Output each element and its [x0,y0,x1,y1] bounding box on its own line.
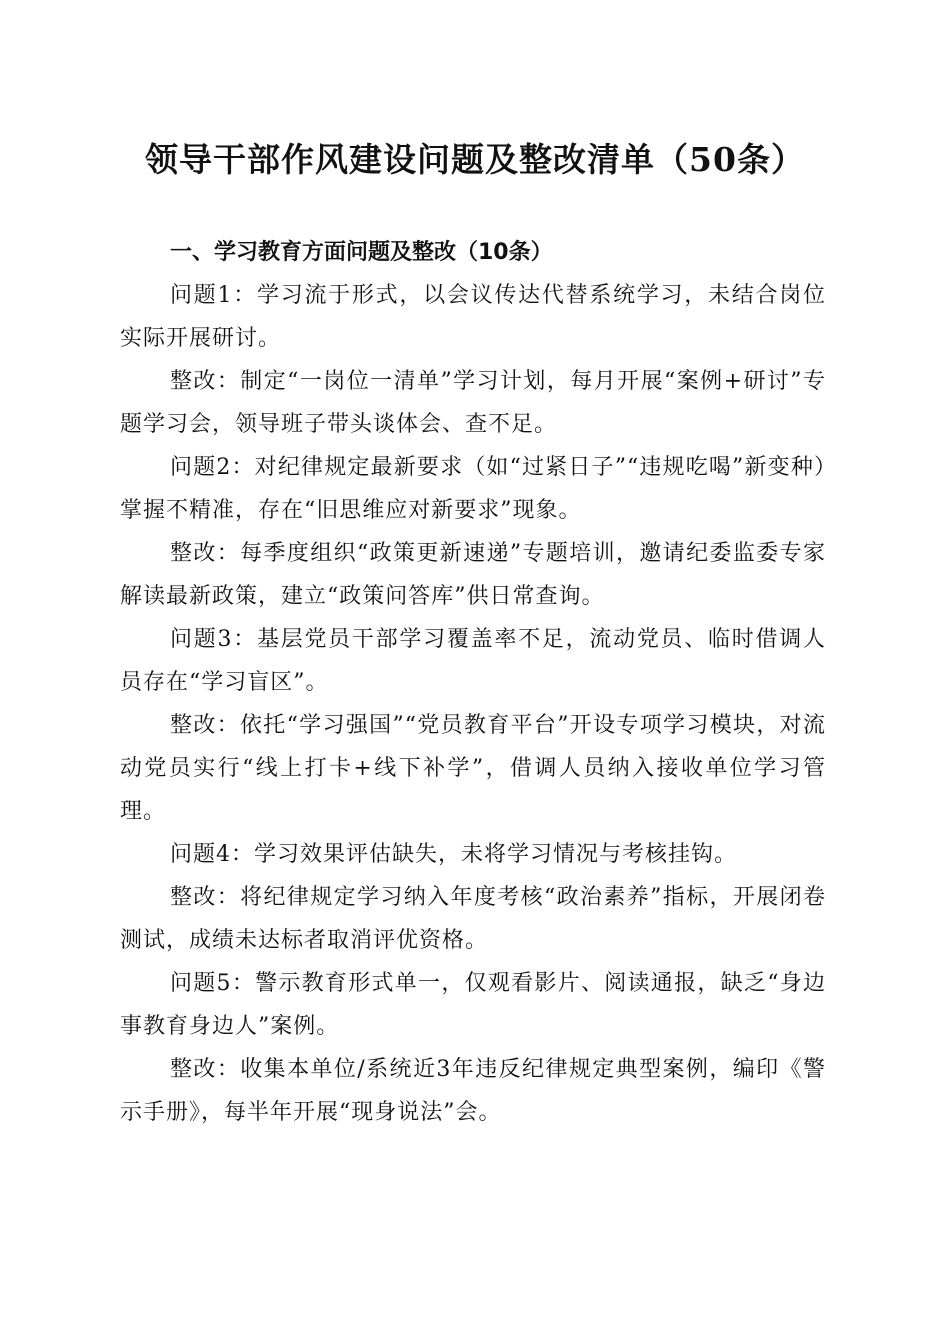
problem-4-paragraph: 问题4：学习效果评估缺失，未将学习情况与考核挂钩。 [170,842,737,867]
problem-2-paragraph: 问题2：对纪律规定最新要求（如“过紧日子”“违规吃喝”新变种）掌握不精准，存在“旧思维应对新要求”现象。 [120,455,826,523]
document-title: 领导干部作风建设问题及整改清单（50条） [145,140,805,179]
document-body [120,231,826,1134]
section-heading: 一、学习教育方面问题及整改（10条） [170,240,553,265]
rectification-4-paragraph: 整改：将纪律规定学习纳入年度考核“政治素养”指标，开展闭卷测试，成绩未达标者取消评优资格。 [120,885,826,953]
rectification-3-paragraph: 整改：依托“学习强国”“党员教育平台”开设专项学习模块，对流动党员实行“线上打卡+线下补学”，借调人员纳入接收单位学习管理。 [120,713,826,824]
rectification-2-paragraph: 整改：每季度组织“政策更新速递”专题培训，邀请纪委监委专家解读最新政策，建立“政策问答库”供日常查询。 [120,541,826,609]
problem-1-paragraph: 问题1：学习流于形式，以会议传达代替系统学习，未结合岗位实际开展研讨。 [120,283,826,351]
rectification-1-paragraph: 整改：制定“一岗位一清单”学习计划，每月开展“案例+研讨”专题学习会，领导班子带头谈体会、查不足。 [120,369,826,437]
problem-5-paragraph: 问题5：警示教育形式单一，仅观看影片、阅读通报，缺乏“身边事教育身边人”案例。 [120,971,826,1039]
problem-3-paragraph: 问题3：基层党员干部学习覆盖率不足，流动党员、临时借调人员存在“学习盲区”。 [120,627,826,695]
rectification-5-paragraph: 整改：收集本单位/系统近3年违反纪律规定典型案例，编印《警示手册》，每半年开展“现身说法”会。 [120,1057,826,1125]
